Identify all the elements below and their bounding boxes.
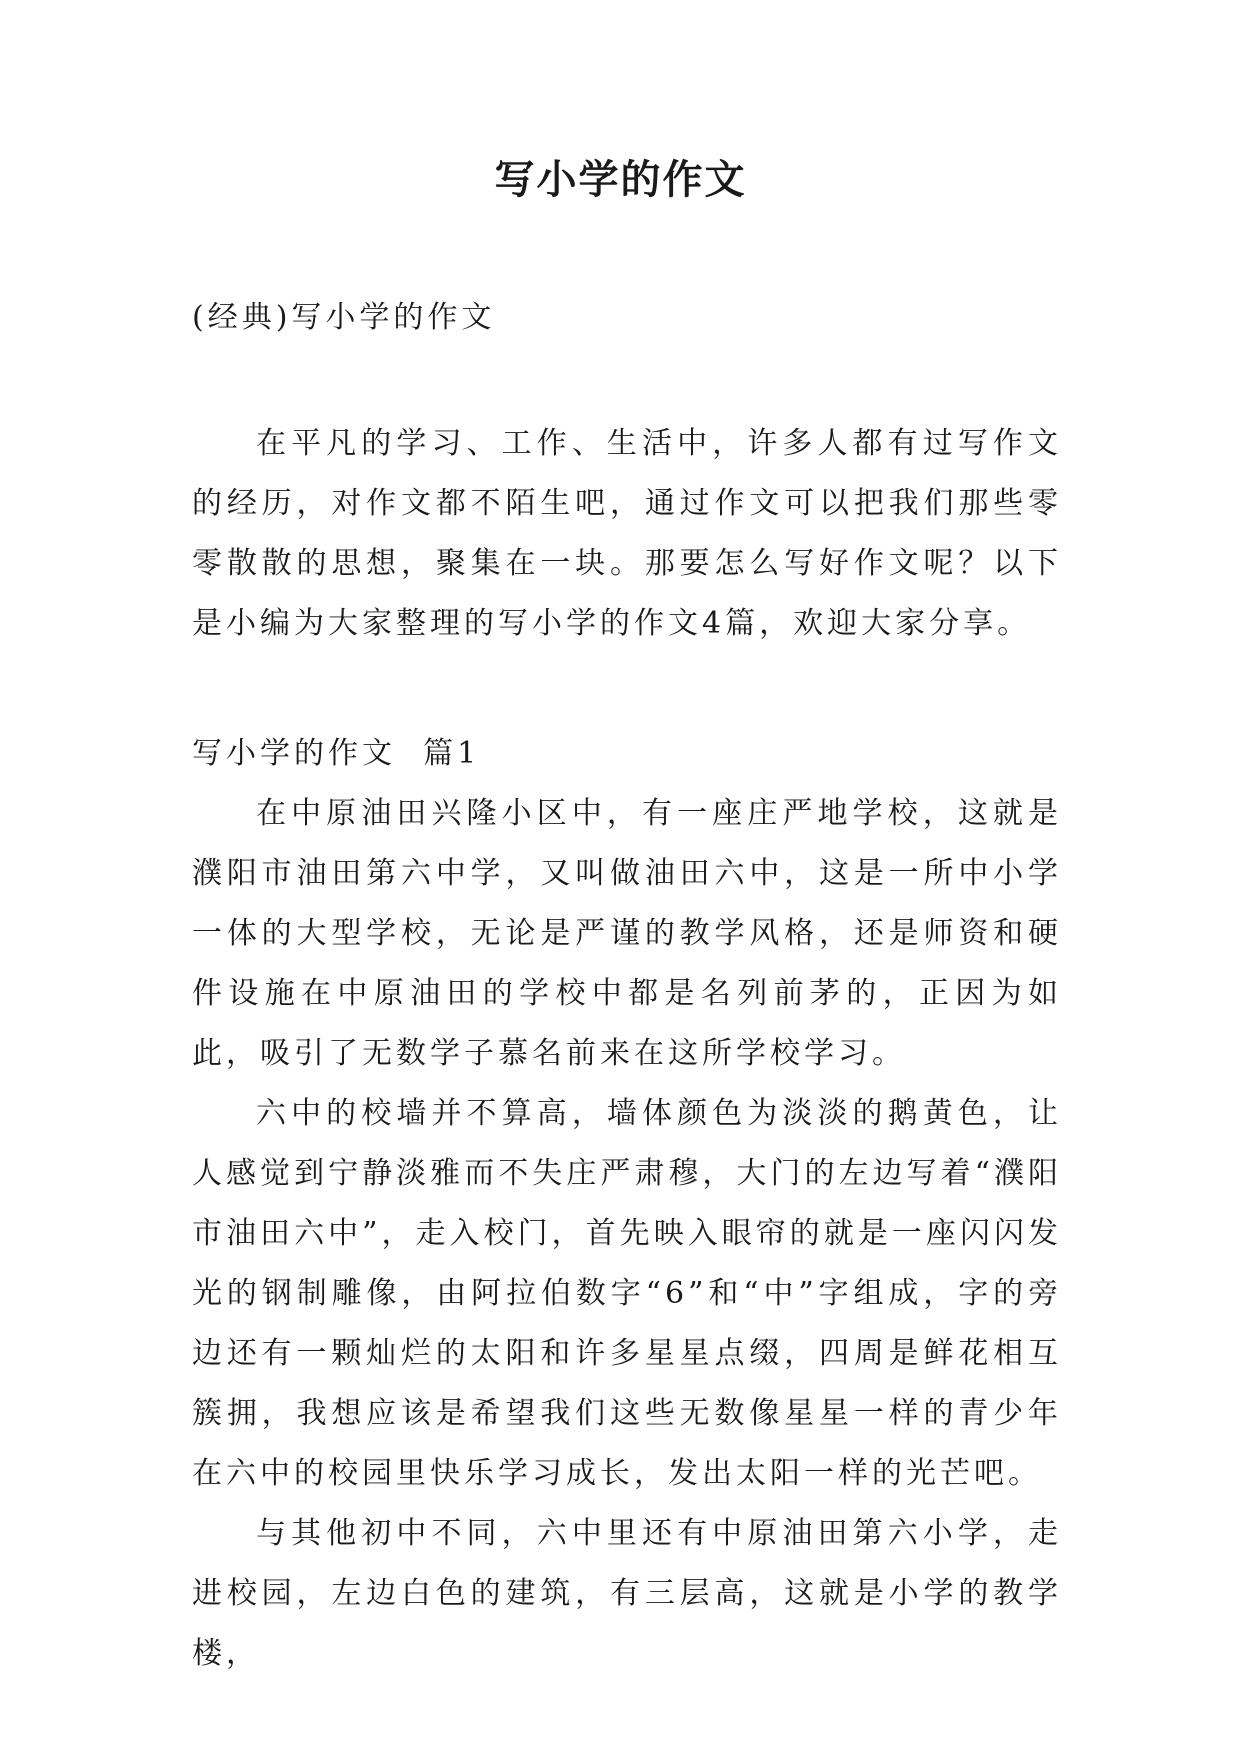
- document-body: [192, 288, 1062, 1684]
- document-title: 写小学的作文: [494, 156, 747, 203]
- body-paragraph: 在中原油田兴隆小区中，有一座庄严地学校，这就是濮阳市油田第六中学，又叫做油田六中，这是一所中小学一体的大型学校，无论是严谨的教学风格，还是师资和硬件设施在中原油田的学校中都是名列前茅的，正因为如此，吸引了无数学子慕名前来在这所学校学习。: [192, 796, 1062, 1071]
- body-paragraph: 六中的校墙并不算高，墙体颜色为淡淡的鹅黄色，让人感觉到宁静淡雅而不失庄严肃穆，大门的左边写着“濮阳市油田六中”，走入校门，首先映入眼帘的就是一座闪闪发光的钢制雕像，由阿拉伯数字“6”和“中”字组成，字的旁边还有一颗灿烂的太阳和许多星星点缀，四周是鲜花相互簇拥，我想应该是希望我们这些无数像星星一样的青少年在六中的校园里快乐学习成长，发出太阳一样的光芒吧。: [192, 1096, 1062, 1491]
- spacer: [192, 348, 1062, 414]
- section-heading: 写小学的作文 篇1: [192, 736, 481, 771]
- spacer: [192, 654, 1062, 724]
- intro-paragraph: 在平凡的学习、工作、生活中，许多人都有过写作文的经历，对作文都不陌生吧，通过作文可以把我们那些零零散散的思想，聚集在一块。那要怎么写好作文呢？以下是小编为大家整理的写小学的作文4篇，欢迎大家分享。: [192, 426, 1062, 641]
- document-subtitle: (经典)写小学的作文: [192, 300, 496, 335]
- body-paragraph: 与其他初中不同，六中里还有中原油田第六小学，走进校园，左边白色的建筑，有三层高，这就是小学的教学楼，: [192, 1516, 1062, 1671]
